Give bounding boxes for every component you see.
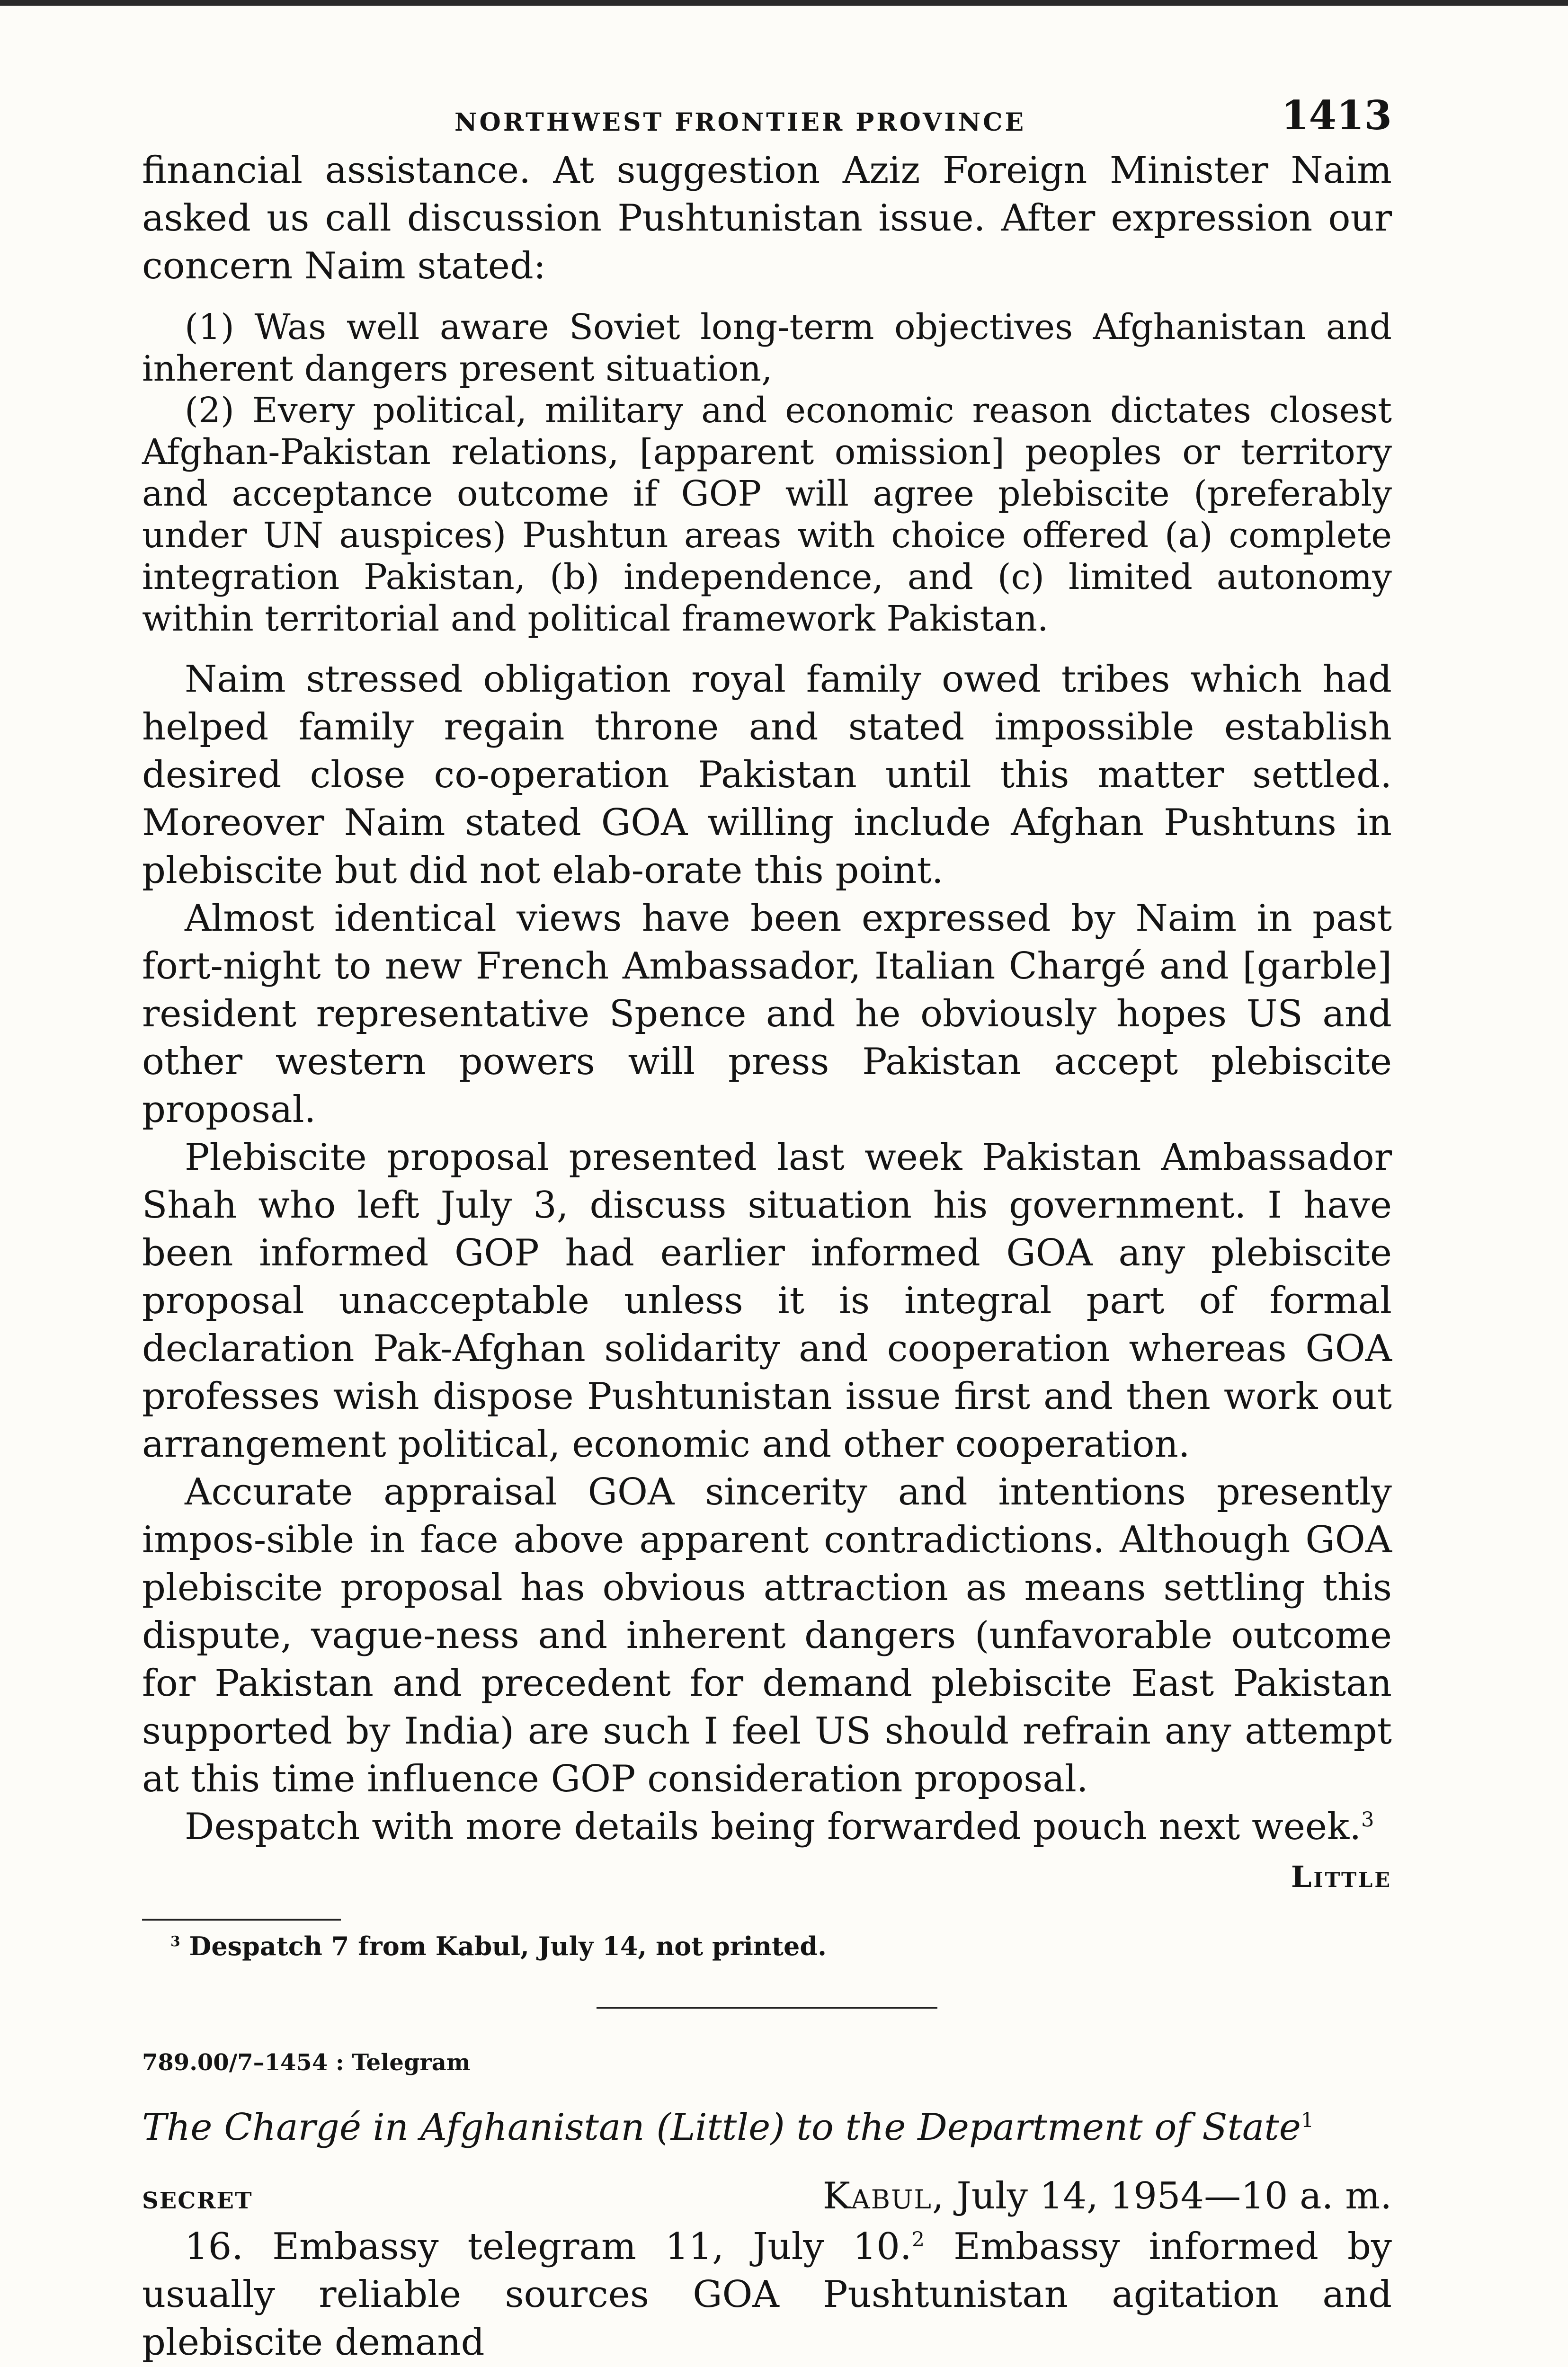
numbered-point-1: (1) Was well aware Soviet long-term objectives Afghanistan and inherent dangers present situation, xyxy=(142,307,1392,389)
paragraph-naim: Naim stressed obligation royal family owed tribes which had helped family regain throne and stated impossible establish desired close co-operation Pakistan until this matter settled. Moreover Naim stated GOA willing include Afghan Pushtuns in plebiscite but did not elab-orate this point. xyxy=(142,658,1392,892)
paragraph-views: Almost identical views have been expressed by Naim in past fort-night to new French Ambassador, Italian Chargé and [garble] resident representative Spence and he obviously hopes US and other western powers will press Pakistan accept plebiscite proposal. xyxy=(142,897,1392,1131)
file-reference: 789.00/7–1454 : Telegram xyxy=(142,2049,471,2076)
paragraph-intro: financial assistance. At suggestion Aziz Foreign Minister Naim asked us call discussion Pushtunistan issue. After expression our concern Naim stated: xyxy=(142,149,1392,287)
footnote-3-marker: 3 xyxy=(170,1933,180,1950)
footnote-ref-3: 3 xyxy=(1361,1808,1374,1832)
classification: SECRET xyxy=(142,2188,253,2214)
running-title: NORTHWEST FRONTIER PROVINCE xyxy=(454,108,1026,137)
title-footnote-ref: 1 xyxy=(1301,2109,1314,2132)
dateline xyxy=(142,2175,1392,2217)
place-name: Kabul, xyxy=(822,2175,945,2217)
footnote-ref-2: 2 xyxy=(911,2228,925,2251)
telegram-paragraph-1-start: 16. Embassy telegram 11, July 10. xyxy=(185,2225,912,2268)
document-title xyxy=(142,2098,1392,2150)
telegram-paragraph-1 xyxy=(142,2223,1392,2367)
signature: Little xyxy=(1291,1860,1392,1894)
footnote-rule xyxy=(142,1919,341,1921)
section-divider xyxy=(597,2007,937,2009)
footnote-3-text: Despatch 7 from Kabul, July 14, not printed. xyxy=(189,1931,827,1961)
document-title-text: The Chargé in Afghanistan (Little) to the Department of State xyxy=(142,2106,1301,2149)
paragraph-appraisal: Accurate appraisal GOA sincerity and intentions presently impos-sible in face above apparent contradictions. Although GOA plebiscite proposal has obvious attraction as means settling this dispute, vague-ness and inherent dangers (unfavorable outcome for Pakistan and precedent for demand plebiscite East Pakistan supported by India) are such I feel US should refrain any attempt at this time influence GOP consideration proposal. xyxy=(142,1471,1392,1800)
numbered-point-2: (2) Every political, military and economic reason dictates closest Afghan-Pakistan relations, [apparent omission] peoples or territory and acceptance outcome if GOP will agree plebiscite (preferably under UN auspices) Pushtun areas with choice offered (a) complete integration Pakistan, (b) independence, and (c) limited autonomy within territorial and political framework Pakistan. xyxy=(142,390,1392,639)
running-head xyxy=(142,80,1392,147)
page-number: 1413 xyxy=(1281,92,1392,139)
despatch-text: Despatch with more details being forwarded pouch next week. xyxy=(185,1806,1362,1848)
date-time: July 14, 1954—10 a. m. xyxy=(956,2175,1392,2217)
paragraph-plebiscite: Plebiscite proposal presented last week Pakistan Ambassador Shah who left July 3, discuss situation his government. I have been informed GOP had earlier informed GOA any plebiscite proposal unacceptable unless it is integral part of formal declaration Pak-Afghan solidarity and cooperation whereas GOA professes wish dispose Pushtunistan issue first and then work out arrangement political, economic and other cooperation. xyxy=(142,1136,1392,1466)
place-and-time xyxy=(823,2175,1392,2217)
paragraph-despatch xyxy=(142,1803,1392,1851)
top-edge-rule xyxy=(0,0,1568,6)
document-page xyxy=(142,80,1392,2367)
telegram-paragraph-1-rest: Embassy informed by usually reliable sources GOA Pushtunistan agitation and plebiscite demand xyxy=(142,2225,1392,2364)
footnote-3 xyxy=(142,1929,1392,1963)
